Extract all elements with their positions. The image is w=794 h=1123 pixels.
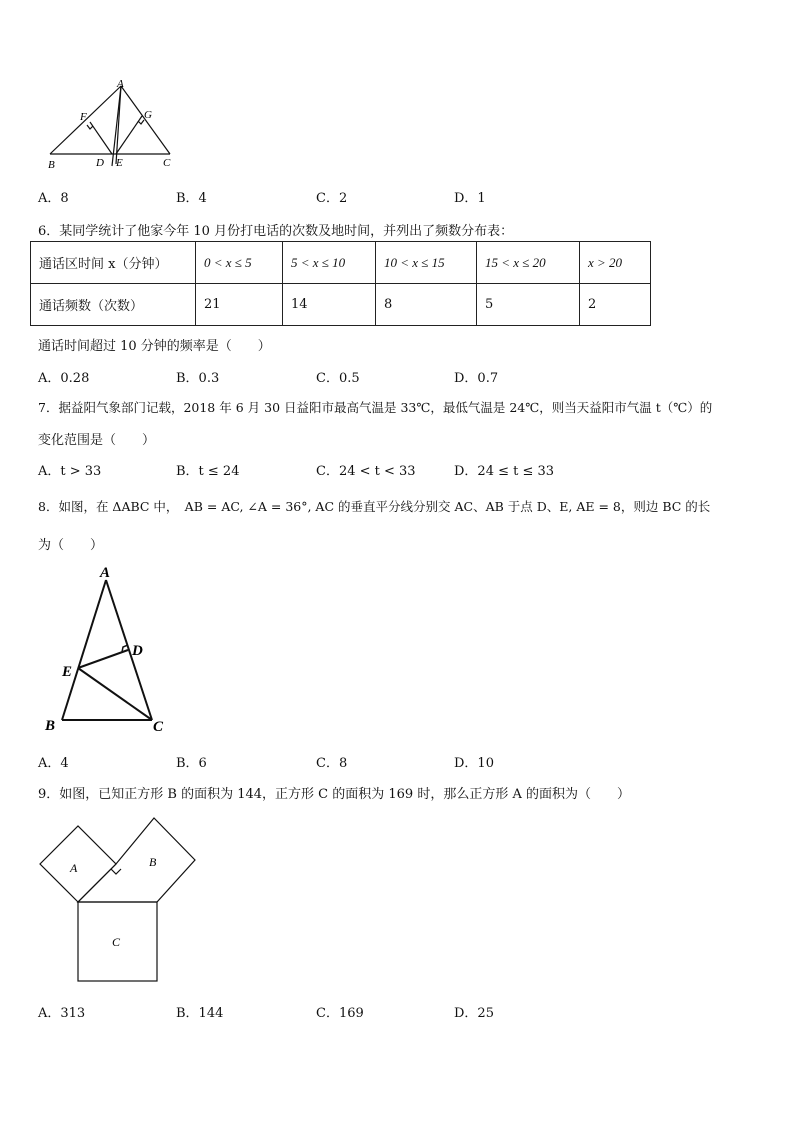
label-D: D [96, 157, 104, 169]
q7-option-c[interactable]: C．24 < t < 33 [316, 464, 416, 479]
q7-stem-line1: 7．据益阳气象部门记载，2018 年 6 月 30 日益阳市最高气温是 33℃，最低气温是 24℃，则当天益阳市气温 t（℃）的 [38, 400, 713, 415]
label-B: B [45, 718, 56, 734]
q7-option-b[interactable]: B．t ≤ 24 [176, 464, 240, 479]
table-row-header: 通话区时间 x（分钟） [31, 242, 196, 284]
label-A: A [117, 78, 124, 90]
triangle-figure-q8 [40, 560, 180, 740]
table-cell: 0 < x ≤ 5 [196, 242, 283, 284]
q8-option-c[interactable]: C．8 [316, 756, 348, 771]
label-C: C [163, 157, 171, 169]
table-row [31, 242, 651, 284]
label-E: E [62, 664, 73, 680]
label-A: A [100, 565, 111, 581]
q8-option-a[interactable]: A．4 [38, 756, 69, 771]
q6-question: 通话时间超过 10 分钟的频率是（ ） [38, 339, 271, 354]
label-G: G [144, 109, 152, 121]
q7-stem-line2: 变化范围是（ ） [38, 433, 156, 448]
table-cell: x > 20 [580, 242, 651, 284]
label-A: A [70, 861, 78, 875]
q6-option-a[interactable]: A．0.28 [38, 371, 90, 386]
label-B: B [149, 855, 157, 869]
label-C: C [153, 719, 164, 735]
table-cell: 14 [283, 284, 376, 326]
q8-option-d[interactable]: D．10 [454, 756, 494, 771]
q6-stem: 6．某同学统计了他家今年 10 月份打电话的次数及地时间，并列出了频数分布表： [38, 224, 514, 239]
table-row [31, 284, 651, 326]
table-cell: 21 [196, 284, 283, 326]
squares-figure-q9 [36, 812, 206, 987]
q7-option-a[interactable]: A．t > 33 [38, 464, 102, 479]
q5-option-a[interactable]: A．8 [38, 191, 69, 206]
q6-option-b[interactable]: B．0.3 [176, 371, 220, 386]
frequency-table [30, 241, 651, 326]
table-cell: 2 [580, 284, 651, 326]
q5-option-d[interactable]: D．1 [454, 191, 486, 206]
q8-stem-line1: 8．如图，在 ΔABC 中， AB = AC, ∠A = 36°, AC 的垂直平分线分别交 AC、AB 于点 D、E, AE = 8，则边 BC 的长 [38, 499, 711, 514]
q8-option-b[interactable]: B．6 [176, 756, 207, 771]
table-cell: 15 < x ≤ 20 [477, 242, 580, 284]
label-D: D [132, 643, 143, 659]
label-E: E [116, 157, 123, 169]
q9-option-c[interactable]: C．169 [316, 1006, 364, 1021]
q9-option-d[interactable]: D．25 [454, 1006, 494, 1021]
table-row-header: 通话频数（次数） [31, 284, 196, 326]
table-cell: 8 [376, 284, 477, 326]
q5-option-b[interactable]: B．4 [176, 191, 207, 206]
label-B: B [48, 159, 55, 171]
table-cell: 10 < x ≤ 15 [376, 242, 477, 284]
q5-option-c[interactable]: C．2 [316, 191, 348, 206]
triangle-figure-q5 [40, 76, 190, 176]
q8-stem-line2: 为（ ） [38, 538, 104, 553]
q9-option-a[interactable]: A．313 [38, 1006, 86, 1021]
table-cell: 5 < x ≤ 10 [283, 242, 376, 284]
label-C: C [112, 935, 121, 949]
q9-option-b[interactable]: B．144 [176, 1006, 224, 1021]
q6-option-d[interactable]: D．0.7 [454, 371, 499, 386]
q7-option-d[interactable]: D．24 ≤ t ≤ 33 [454, 464, 555, 479]
q6-option-c[interactable]: C．0.5 [316, 371, 360, 386]
q9-stem: 9．如图，已知正方形 B 的面积为 144，正方形 C 的面积为 169 时，那么正方形 A 的面积为（ ） [38, 787, 630, 802]
table-cell: 5 [477, 284, 580, 326]
label-F: F [80, 111, 87, 123]
